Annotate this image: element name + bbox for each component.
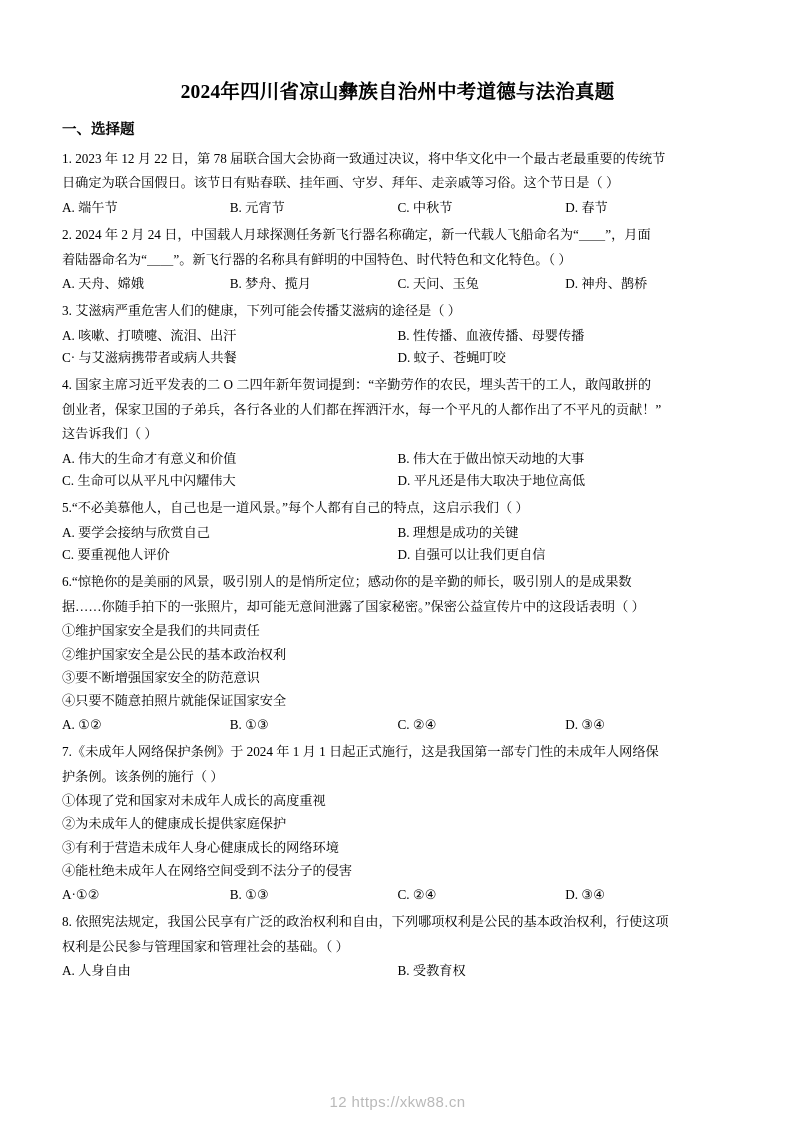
question-options bbox=[62, 448, 733, 469]
option-b[interactable]: B. 伟大在于做出惊天动地的大事 bbox=[397, 450, 585, 466]
option-c[interactable]: C. ②④ bbox=[397, 716, 437, 732]
option-c[interactable]: C. 要重视他人评价 bbox=[62, 547, 170, 562]
question-item bbox=[62, 224, 733, 294]
question-stem-line: 据……你随手拍下的一张照片，却可能无意间泄露了国家秘密。”保密公益宣传片中的这段话表明（ ） bbox=[62, 598, 645, 614]
question-subitem: ①维护国家安全是我们的共同责任 bbox=[62, 623, 260, 639]
option-d[interactable]: D. 春节 bbox=[565, 199, 608, 215]
option-a[interactable]: A·①② bbox=[62, 886, 100, 902]
question-options bbox=[62, 544, 733, 565]
question-options bbox=[62, 470, 733, 491]
question-stem-line: 这告诉我们（ ） bbox=[62, 426, 158, 442]
question-item bbox=[62, 497, 733, 565]
question-stem-line: 创业者，保家卫国的子弟兵，各行各业的人们都在挥洒汗水，每一个平凡的人都作出了不平凡的贡献！” bbox=[62, 401, 662, 417]
option-c[interactable]: C. ②④ bbox=[397, 886, 437, 902]
option-a[interactable]: A. 天舟、嫦娥 bbox=[62, 275, 145, 291]
question-options bbox=[62, 960, 733, 981]
question-stem-line: 护条例。该条例的施行（ ） bbox=[62, 768, 224, 784]
option-a[interactable]: A. 咳嗽、打喷嚏、流泪、出汗 bbox=[62, 327, 237, 343]
option-d[interactable]: D. 平凡还是伟大取决于地位高低 bbox=[397, 472, 586, 488]
question-stem-line: 2. 2024 年 2 月 24 日，中国载人月球探测任务新飞行器名称确定，新一代载人飞船命名为“＿＿”，月面 bbox=[62, 227, 651, 243]
option-b[interactable]: B. 梦舟、揽月 bbox=[229, 275, 312, 291]
question-options bbox=[62, 197, 733, 218]
option-d[interactable]: D. ③④ bbox=[565, 716, 606, 732]
question-options bbox=[62, 714, 733, 735]
option-a[interactable]: A. 人身自由 bbox=[62, 962, 131, 978]
question-stem-line: 着陆器命名为“＿＿”。新飞行器的名称具有鲜明的中国特色、时代特色和文化特色。（ ） bbox=[62, 251, 572, 267]
question-stem-line: 6.“惊艳你的是美丽的风景，吸引别人的是悄所定位；感动你的是辛勤的师长，吸引别人的是成果数 bbox=[62, 574, 632, 590]
option-d[interactable]: D. 蚊子、苍蝇叮咬 bbox=[397, 350, 506, 365]
question-options bbox=[62, 347, 733, 368]
option-d[interactable]: D. ③④ bbox=[565, 886, 606, 902]
question-subitem: ①体现了党和国家对未成年人成长的高度重视 bbox=[62, 793, 326, 808]
option-d[interactable]: D. 神舟、鹊桥 bbox=[565, 275, 648, 291]
question-stem-line: 7.《未成年人网络保护条例》于 2024 年 1 月 1 日起正式施行，这是我国第一部专门性的未成年人网络保 bbox=[62, 744, 659, 760]
question-item bbox=[62, 374, 733, 491]
option-a[interactable]: A. ①② bbox=[62, 716, 102, 732]
question-subitem: ④能杜绝未成年人在网络空间受到不法分子的侵害 bbox=[62, 863, 353, 879]
question-stem-line: 4. 国家主席习近平发表的二 O 二四年新年贺词提到：“辛勤劳作的农民，埋头苦干的工人，敢闯敢拼的 bbox=[62, 377, 652, 393]
question-item bbox=[62, 741, 733, 905]
question-stem-line: 1. 2023 年 12 月 22 日，第 78 届联合国大会协商一致通过决议，将中华文化中一个最古老最重要的传统节 bbox=[62, 151, 666, 166]
option-c[interactable]: C. 天问、玉兔 bbox=[397, 275, 479, 291]
question-subitem: ③有利于营造未成年人身心健康成长的网络环境 bbox=[62, 839, 339, 855]
question-stem-line: 5.“不必美慕他人，自己也是一道风景。”每个人都有自己的特点，这启示我们（ ） bbox=[62, 500, 529, 516]
option-b[interactable]: B. 受教育权 bbox=[397, 962, 466, 978]
option-d[interactable]: D. 自强可以让我们更自信 bbox=[397, 547, 546, 562]
option-b[interactable]: B. 理想是成功的关键 bbox=[397, 524, 519, 540]
option-c[interactable]: C. 中秋节 bbox=[397, 199, 453, 215]
question-item bbox=[62, 571, 733, 735]
question-options bbox=[62, 884, 733, 905]
question-subitem: ③要不断增强国家安全的防范意识 bbox=[62, 670, 260, 685]
question-subitem: ④只要不随意拍照片就能保证国家安全 bbox=[62, 693, 287, 709]
question-subitem: ②为未成年人的健康成长提供家庭保护 bbox=[62, 816, 287, 832]
option-a[interactable]: A. 伟大的生命才有意义和价值 bbox=[62, 450, 237, 466]
question-options bbox=[62, 325, 733, 346]
question-subitem: ②维护国家安全是公民的基本政治权利 bbox=[62, 646, 287, 662]
option-c[interactable]: C· 与艾滋病携带者或病人共餐 bbox=[62, 350, 237, 365]
question-item bbox=[62, 148, 733, 218]
question-stem-line: 3. 艾滋病严重危害人们的健康，下列可能会传播艾滋病的途径是（ ） bbox=[62, 303, 461, 319]
question-item bbox=[62, 911, 733, 981]
question-options bbox=[62, 273, 733, 294]
option-a[interactable]: A. 端午节 bbox=[62, 199, 118, 215]
watermark: 12 https://xkw88.cn bbox=[329, 1094, 466, 1111]
question-options bbox=[62, 522, 733, 543]
option-a[interactable]: A. 要学会接纳与欣赏自己 bbox=[62, 524, 210, 540]
option-b[interactable]: B. ①③ bbox=[229, 716, 269, 732]
question-stem-line: 8. 依照宪法规定，我国公民享有广泛的政治权利和自由，下列哪项权利是公民的基本政治权利，行使这项 bbox=[62, 914, 669, 930]
section-heading: 一、选择题 bbox=[62, 122, 135, 138]
option-b[interactable]: B. 性传播、血液传播、母婴传播 bbox=[397, 327, 585, 343]
option-c[interactable]: C. 生命可以从平凡中闪耀伟大 bbox=[62, 472, 236, 488]
page-title: 2024年四川省凉山彝族自治州中考道德与法治真题 bbox=[180, 82, 615, 103]
question-item bbox=[62, 300, 733, 368]
question-stem-line: 日确定为联合国假日。该节日有贴春联、挂年画、守岁、拜年、走亲戚等习俗。这个节日是（ ） bbox=[62, 175, 620, 191]
question-stem-line: 权利是公民参与管理国家和管理社会的基础。（ ） bbox=[62, 938, 349, 954]
option-b[interactable]: B. 元宵节 bbox=[229, 199, 285, 215]
option-b[interactable]: B. ①③ bbox=[229, 886, 269, 902]
